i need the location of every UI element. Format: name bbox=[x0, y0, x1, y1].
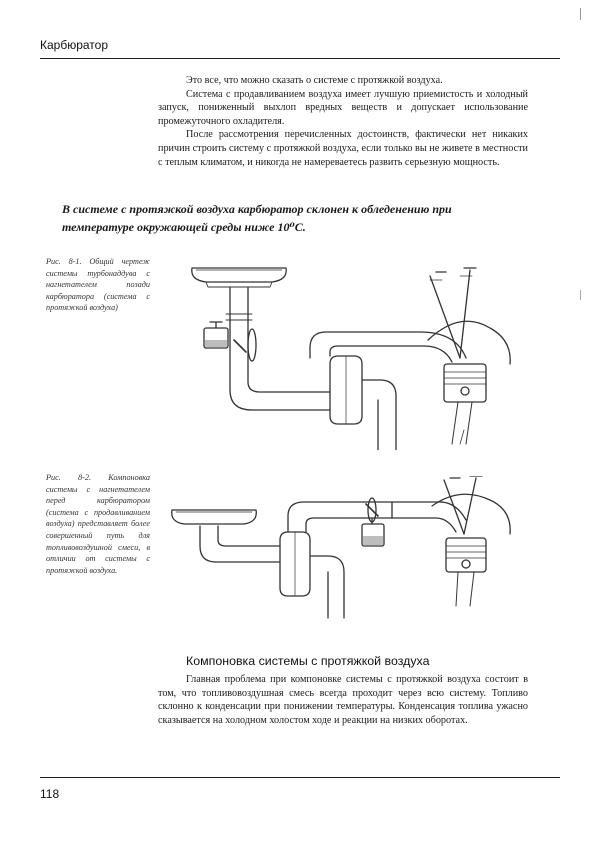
scan-edge-mark bbox=[580, 290, 581, 300]
piston bbox=[444, 364, 486, 402]
intro-paragraph-2: Система с продавливанием воздуха имеет лучшую приемистость и холодный запуск, пониженный выхлоп вредных веществ и допускает использование промежуточного охладителя. bbox=[158, 88, 528, 127]
section-body bbox=[158, 673, 528, 727]
figure-8-2-caption: Рис. 8-2. Компоновка системы с нагнетателем перед карбюратором (система с продавливанием воздуха) представляет более совершенный путь для топливовоздушной смеси, в отличии от системы с протяжкой воздуха. bbox=[46, 473, 150, 575]
intake-pipe bbox=[310, 332, 466, 358]
piston bbox=[446, 538, 486, 572]
scan-edge-mark bbox=[580, 8, 581, 20]
page-number: 118 bbox=[40, 787, 60, 801]
figure-8-1-caption: Рис. 8-1. Общий чертеж системы турбонаддува с нагнетателем позади карбюратора (система с протяжкой воздуха) bbox=[46, 257, 150, 313]
intake-valve bbox=[430, 272, 460, 358]
intro-paragraph-1: Это все, что можно сказать о системе с протяжкой воздуха. bbox=[186, 75, 443, 86]
figure-8-1-diagram bbox=[160, 240, 520, 450]
intro-text bbox=[158, 74, 528, 169]
section-heading: Компоновка системы с протяжкой воздуха bbox=[186, 654, 430, 668]
intro-paragraph-3: После рассмотрения перечисленных достоинств, фактически нет никаких причин строить систему с протяжкой воздуха, если только вы не живете в местности с теплым климатом, и никогда не намереваетесь развить серьезную мощность. bbox=[158, 129, 528, 168]
running-head-title: Карбюратор bbox=[40, 38, 109, 52]
footer-rule bbox=[40, 777, 560, 778]
callout-note: В системе с протяжкой воздуха карбюратор склонен к обледенению при температуре окружающей среды ниже 10⁰С. bbox=[62, 202, 452, 234]
cylinder-head bbox=[428, 321, 510, 364]
intake-valve bbox=[444, 478, 464, 534]
figure-8-2-diagram bbox=[160, 476, 520, 636]
section-paragraph: Главная проблема при компоновке системы с протяжкой воздуха состоит в том, что топливовоздушная смесь всегда проходит через всю систему. Топливо склонно к конденсации при понижении температуры. Конденсация топлива ужасно сказывается на холодном холостом ходе и реакции на низких оборотах. bbox=[158, 674, 528, 726]
header-rule bbox=[40, 58, 560, 59]
throttle-plate bbox=[234, 340, 246, 352]
